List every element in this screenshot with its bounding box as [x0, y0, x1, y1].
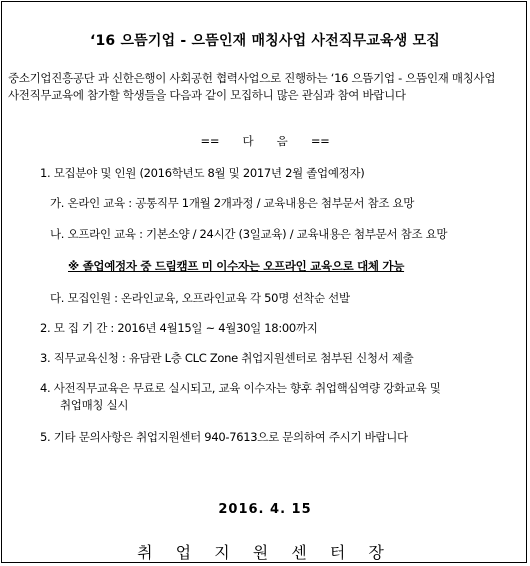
item-recruit-count: 다. 모집인원 : 온라인교육, 오프라인교육 각 50명 선착순 선발	[50, 291, 350, 305]
signature: 취 업 지 원 센 터 장	[137, 543, 393, 562]
item-recruit-period: 2. 모 집 기 간 : 2016년 4월15일 ~ 4월30일 18:00까지	[40, 321, 318, 335]
item-recruit-field: 1. 모집분야 및 인원 (2016학년도 8월 및 2017년 2월 졸업예정자)	[40, 166, 365, 180]
item-free-education-cont: 취업매칭 실시	[60, 398, 129, 412]
item-online-education: 가. 온라인 교육 : 공통직무 1개월 2개과정 / 교육내용은 첨부문서 참조 요망	[50, 196, 415, 210]
item-application: 3. 직무교육신청 : 유담관 L층 CLC Zone 취업지원센터로 첨부된 신청서 제출	[40, 351, 414, 365]
item-inquiry: 5. 기타 문의사항은 취업지원센터 940-7613으로 문의하여 주시기 바랍니다	[40, 430, 408, 444]
document-title: ‘16 으뜸기업 - 으뜸인재 매칭사업 사전직무교육생 모집	[89, 33, 441, 49]
notice-line: ※ 졸업예정자 중 드림캠프 미 이수자는 오프라인 교육으로 대체 가능	[68, 259, 405, 273]
intro-paragraph: 중소기업진흥공단 과 신한은행이 사회공헌 협력사업으로 진행하는 ‘16 으뜸기업 - 으뜸인재 매칭사업 사전직무교육에 참가할 학생들을 다음과 같이 모집하니 많은 관심과 참여 바랍니다	[8, 71, 496, 102]
item-free-education: 4. 사전직무교육은 무료로 실시되고, 교육 이수자는 향후 취업핵심역량 강화교육 및	[40, 381, 441, 395]
document-date: 2016. 4. 15	[218, 502, 312, 517]
section-heading: == 다 음 ==	[200, 134, 330, 148]
item-offline-education: 나. 오프라인 교육 : 기본소양 / 24시간 (3일교육) / 교육내용은 첨부문서 참조 요망	[50, 227, 448, 241]
document-frame	[1, 1, 527, 563]
